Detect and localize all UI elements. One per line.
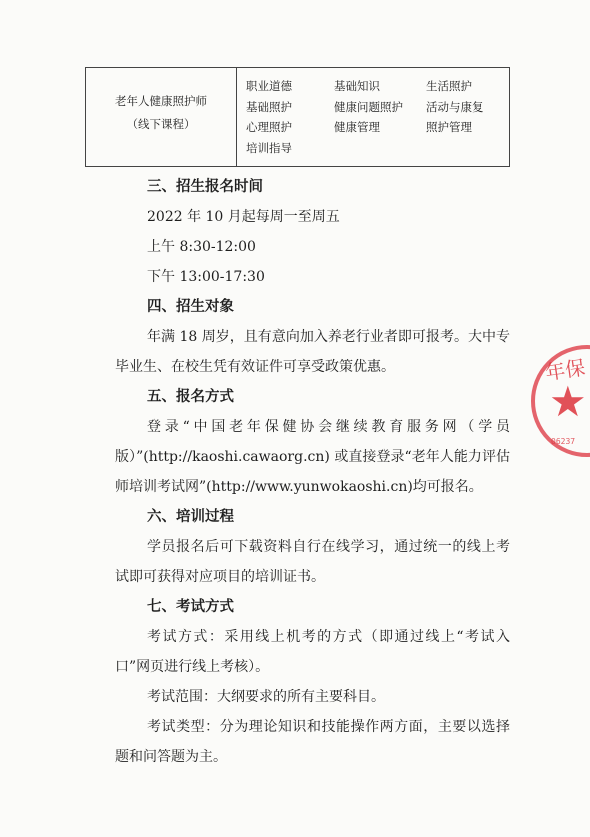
subject: 健康问题照护 [334,99,403,114]
subject: 职业道德 [246,79,292,93]
course-name-cell [86,90,236,136]
subjects-cell [246,76,508,158]
afternoon-hours: 下午 13:00-17:30 [147,269,265,285]
seal-number: 06237 [551,437,576,446]
subject: 活动与康复 [426,99,484,114]
seal-star-icon: ★ [549,377,587,426]
section-title-training: 六、培训过程 [147,509,234,525]
subject-row [246,76,508,97]
subject [426,138,508,159]
section-title-target: 四、招生对象 [147,299,234,315]
subject-row [246,117,508,138]
subject: 基础照护 [246,99,292,114]
exam-scope-paragraph: 考试范围：大纲要求的所有主要科目。 [147,689,385,705]
subject-row [246,138,508,159]
subject: 培训指导 [246,140,292,155]
subject-row [246,97,508,118]
registration-paragraph: 登录“中国老年保健协会继续教育服务网（学员版）”(http://kaoshi.cawaorg.cn) 或直接登录“老年人能力评估师培训考试网”(http://www.yunwokaoshi.cn)均可报名。 [115,419,510,495]
course-name: 老年人健康照护师 [115,94,207,108]
table-divider [236,68,237,166]
enrollment-period: 2022 年 10 月起每周一至周五 [147,209,340,225]
official-seal [531,345,590,457]
training-paragraph: 学员报名后可下载资料自行在线学习，通过统一的线上考试即可获得对应项目的培训证书。 [115,539,510,585]
section-title-exam: 七、考试方式 [147,599,234,615]
document-body [115,172,510,772]
subject: 基础知识 [334,79,380,93]
section-title-enrollment-time: 三、招生报名时间 [147,179,263,195]
subject: 生活照护 [426,79,472,93]
subject: 健康管理 [334,120,380,134]
morning-hours: 上午 8:30-12:00 [147,239,256,255]
target-paragraph: 年满 18 周岁，且有意向加入养老行业者即可报考。大中专毕业生、在校生凭有效证件可享受政策优惠。 [115,329,510,375]
course-mode: （线下课程） [126,117,196,131]
exam-type-paragraph: 考试类型：分为理论知识和技能操作两方面，主要以选择题和问答题为主。 [115,719,510,765]
subject: 心理照护 [246,120,292,134]
course-table [85,67,510,167]
subject [334,138,426,159]
section-title-registration: 五、报名方式 [147,389,234,405]
subject: 照护管理 [426,120,472,134]
seal-text: 年保 [543,355,587,385]
exam-method-paragraph: 考试方式：采用线上机考的方式（即通过线上“考试入口”网页进行线上考核）。 [115,629,510,675]
